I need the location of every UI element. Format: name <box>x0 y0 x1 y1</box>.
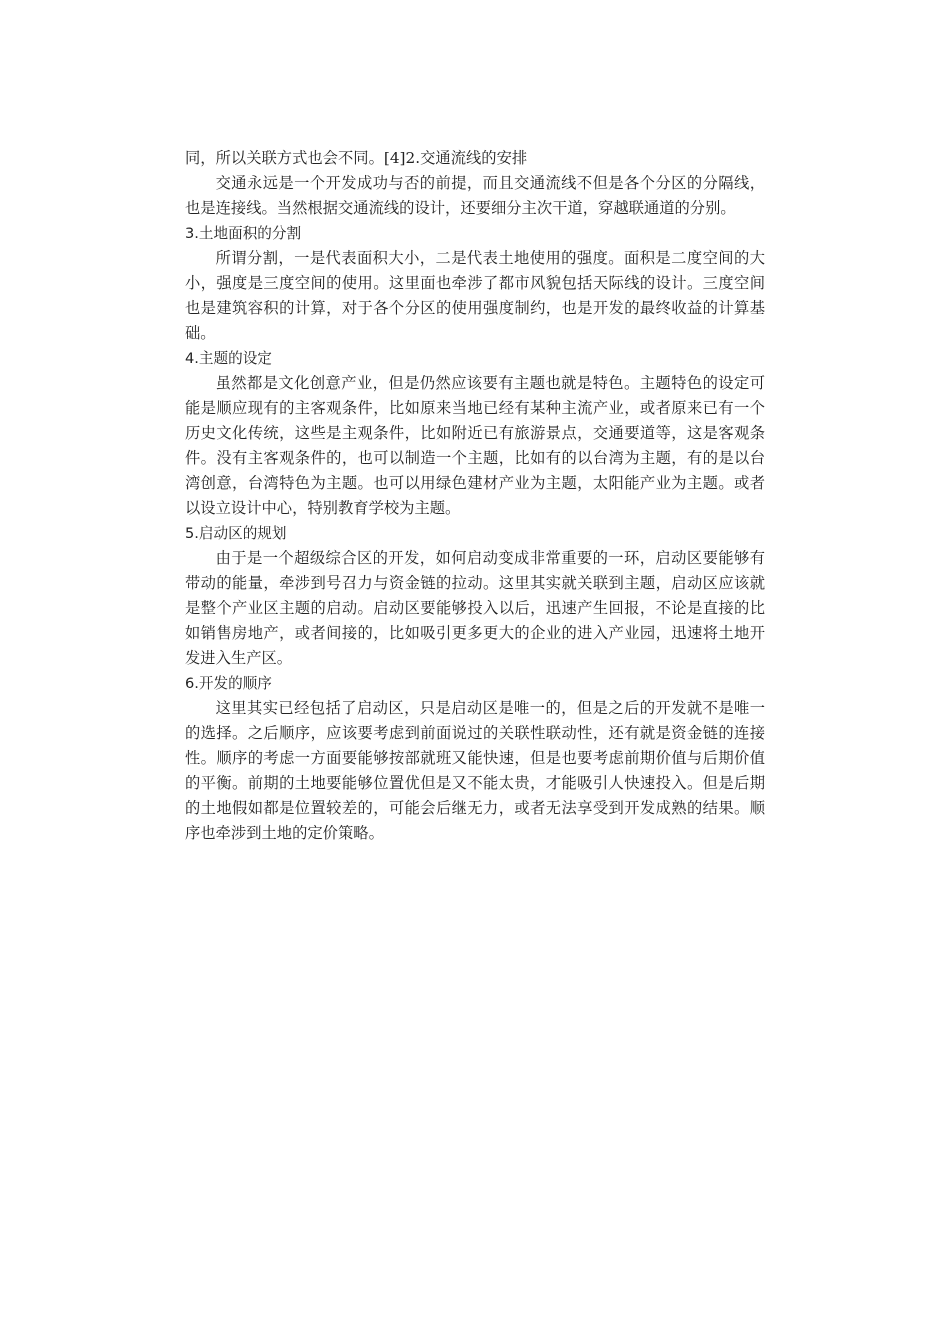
section-heading-startup-zone: 5.启动区的规划 <box>185 525 287 542</box>
paragraph-startup-zone: 由于是一个超级综合区的开发，如何启动变成非常重要的一环，启动区要能够有带动的能量，牵涉到号召力与资金链的拉动。这里其实就关联到主题，启动区应该就是整个产业区主题的启动。启动区要能够投入以后，迅速产生回报，不论是直接的比如销售房地产，或者间接的，比如吸引更多更大的企业的进入产业园，迅速将土地开发进入生产区。 <box>185 549 765 667</box>
continuation-paragraph: 同，所以关联方式也会不同。[4]2.交通流线的安排 <box>185 149 528 167</box>
section-heading-development-order: 6.开发的顺序 <box>185 675 272 692</box>
section-heading-land-division: 3.土地面积的分割 <box>185 225 302 242</box>
paragraph-theme: 虽然都是文化创意产业，但是仍然应该要有主题也就是特色。主题特色的设定可能是顺应现有的主客观条件，比如原来当地已经有某种主流产业，或者原来已有一个历史文化传统，这些是主观条件，比如附近已有旅游景点，交通要道等，这是客观条件。没有主客观条件的，也可以制造一个主题，比如有的以台湾为主题，有的是以台湾创意，台湾特色为主题。也可以用绿色建材产业为主题，太阳能产业为主题。或者以设立设计中心，特别教育学校为主题。 <box>185 374 765 517</box>
paragraph-traffic-flow: 交通永远是一个开发成功与否的前提，而且交通流线不但是各个分区的分隔线，也是连接线。当然根据交通流线的设计，还要细分主次干道，穿越联通道的分别。 <box>185 174 765 217</box>
paragraph-land-division: 所谓分割，一是代表面积大小，二是代表土地使用的强度。面积是二度空间的大小，强度是三度空间的使用。这里面也牵涉了都市风貌包括天际线的设计。三度空间也是建筑容积的计算，对于各个分区的使用强度制约，也是开发的最终收益的计算基础。 <box>185 249 765 342</box>
document-page <box>185 146 765 846</box>
section-heading-theme: 4.主题的设定 <box>185 350 272 367</box>
paragraph-development-order: 这里其实已经包括了启动区，只是启动区是唯一的，但是之后的开发就不是唯一的选择。之后顺序，应该要考虑到前面说过的关联性联动性，还有就是资金链的连接性。顺序的考虑一方面要能够按部就班又能快速，但是也要考虑前期价值与后期价值的平衡。前期的土地要能够位置优但是又不能太贵，才能吸引人快速投入。但是后期的土地假如都是位置较差的，可能会后继无力，或者无法享受到开发成熟的结果。顺序也牵涉到土地的定价策略。 <box>185 699 765 842</box>
